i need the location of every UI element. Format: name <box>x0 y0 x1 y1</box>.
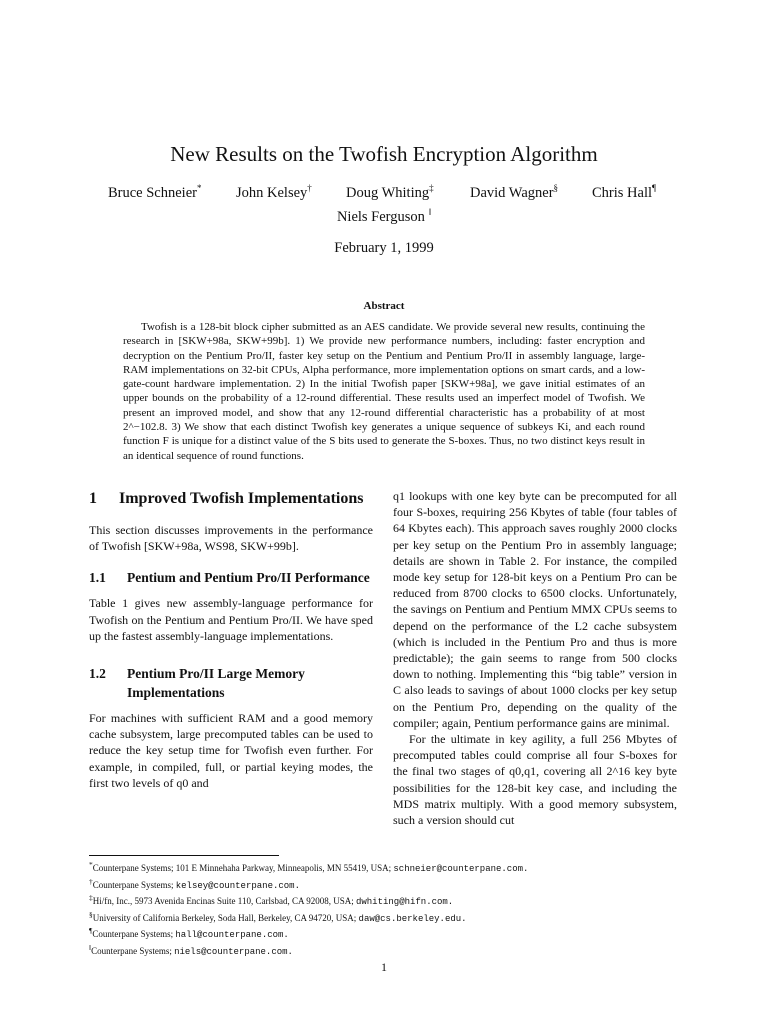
author-whiting: Doug Whiting‡ <box>346 183 434 201</box>
footnote-1: *Counterpane Systems; 101 E Minnehaha Parkway, Minneapolis, MN 55419, USA; schneier@counterpane.com. <box>89 860 529 874</box>
footnote-4: §University of California Berkeley, Soda Hall, Berkeley, CA 94720, USA; daw@cs.berkeley.edu. <box>89 909 467 924</box>
left-column <box>89 488 373 791</box>
author-hall: Chris Hall¶ <box>592 183 657 201</box>
section-1-2-text: For machines with sufficient RAM and a good memory cache subsystem, large precomputed tables can be used to reduce the key setup time for Twofish even further. For example, in compiled, full, or partial keying modes, the first two levels of q0 and <box>89 711 373 790</box>
section-1-1-heading: 1.1 Pentium and Pentium Pro/II Performance <box>89 570 370 586</box>
right-column-paragraph-2: For the ultimate in key agility, a full 256 Mbytes of precomputed tables could comprise all four S-boxes for the final two stages of q0,q1, covering all 2^16 key byte possibilities for the 128-bit key case, and including the MDS matrix multiply. With a good memory subsystem, such a version should cut <box>393 732 677 828</box>
right-column <box>393 488 677 828</box>
footnote-3: ‡Hi/fn, Inc., 5973 Avenida Encinas Suite 110, Carlsbad, CA 92008, USA; dwhiting@hifn.com. <box>89 893 454 908</box>
footnote-email[interactable]: daw@cs.berkeley.edu. <box>358 913 467 924</box>
page-number: 1 <box>381 960 387 974</box>
section-1-text: This section discusses improvements in the performance of Twofish [SKW+98a, WS98, SKW+99b]. <box>89 523 373 554</box>
section-1-heading: 1 Improved Twofish Implementations <box>89 490 364 507</box>
footnote-email[interactable]: hall@counterpane.com. <box>175 930 289 941</box>
footnote-rule <box>89 855 279 856</box>
author-kelsey: John Kelsey† <box>236 183 312 201</box>
footnote-email[interactable]: kelsey@counterpane.com. <box>175 880 300 891</box>
abstract-heading: Abstract <box>363 300 405 312</box>
footnotes <box>89 859 689 959</box>
author-schneier: Bruce Schneier* <box>108 183 202 201</box>
paper-title: New Results on the Twofish Encryption Algorithm <box>170 142 598 166</box>
footnote-2: †Counterpane Systems; kelsey@counterpane.com. <box>89 876 300 891</box>
right-column-paragraph-1: q1 lookups with one key byte can be precomputed for all four S-boxes, requiring 256 Kbytes of table (four tables of 64 Kbytes each). This approach saves roughly 2000 clocks per key setup on the Pentium Pro in assembly language; details are shown in Table 2. For instance, the compiled mode key setup for 128-bit keys on a Pentium Pro can be reduced from 8700 clocks to 6500 clocks. Unfortunately, the savings on Pentium and Pentium MMX CPUs seems to depend on the performance of the L2 cache subsystem (which is included in the Pentium Pro and thus is more predictable); the gain seems to range from 500 clocks down to nothing. Implementing this “big table” version in C also leads to savings of about 1000 clocks per key setup on the Pentium Pro, depending on the quality of the compiler; again, Pentium performance gains are minimal. <box>393 489 677 730</box>
footnote-6: ‖Counterpane Systems; niels@counterpane.com. <box>89 942 293 957</box>
section-1-2-heading: 1.2 Pentium Pro/II Large Memory Implementations <box>89 666 305 701</box>
footnote-email[interactable]: niels@counterpane.com. <box>174 946 293 957</box>
footnote-email[interactable]: schneier@counterpane.com. <box>393 864 529 874</box>
author-wagner: David Wagner§ <box>470 183 559 201</box>
author-list <box>100 183 680 207</box>
footnote-5: ¶Counterpane Systems; hall@counterpane.com. <box>89 926 289 941</box>
abstract-text: Twofish is a 128-bit block cipher submitted as an AES candidate. We provide several new results, continuing the research in [SKW+98a, SKW+99b]. 1) We provide new performance numbers, including: faster encryption and decryption on the Pentium Pro/II, faster key setup on the Pentium and Pentium Pro/II in assembly language, large-RAM implementations on 32-bit CPUs, Alpha performance, more implementation options on smart cards, and a low-gate-count hardware implementation. 2) In the initial Twofish paper [SKW+98a], we gave initial estimates of an upper bounds on the probability of a 12-round differential. These results used an imperfect model of Twofish. We present an improved model, and show that any 12-round differential characteristic has a probability of at most 2^−102.8. 3) We show that each distinct Twofish key generates a unique sequence of subkeys Ki, and each round function F is unique for a distinct value of the S bits used to generate the S-boxes. Thus, no two distinct keys result in an identical sequence of round functions. <box>123 321 645 462</box>
publication-date: February 1, 1999 <box>334 240 434 256</box>
section-1-1-text: Table 1 gives new assembly-language performance for Twofish on the Pentium and Pentium Pro/II. We have sped up the fastest assembly-language implementations. <box>89 596 373 643</box>
footnote-email[interactable]: dwhiting@hifn.com. <box>355 897 454 908</box>
author-ferguson: Niels Ferguson ‖ <box>336 207 432 225</box>
